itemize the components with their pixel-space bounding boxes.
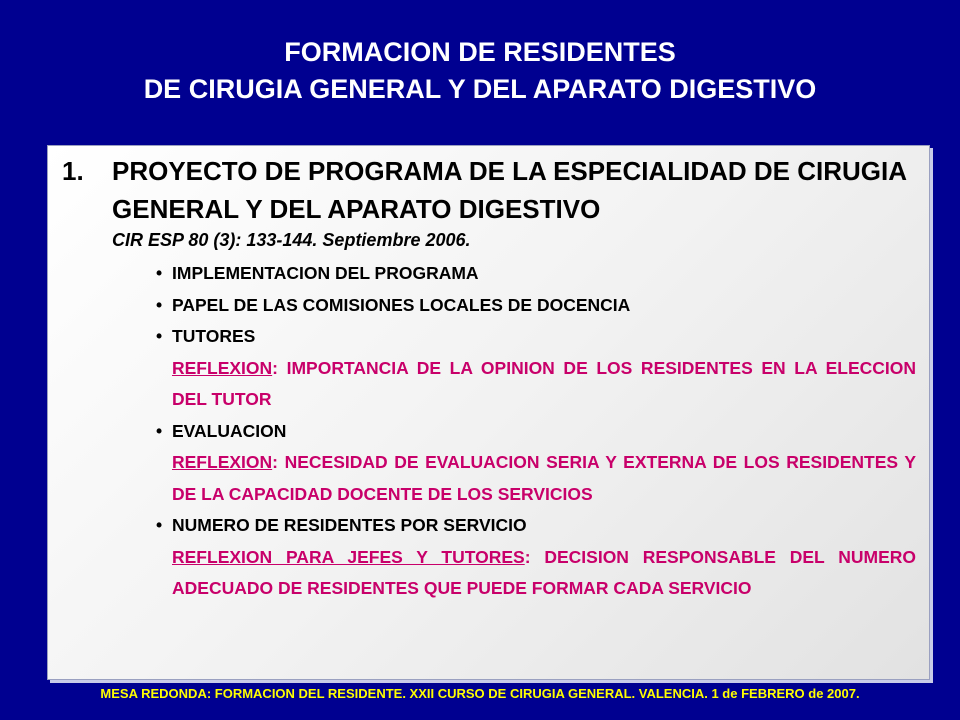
list-item (156, 416, 916, 448)
list-item (156, 258, 916, 290)
reflection-keyword: REFLEXION PARA JEFES Y TUTORES (172, 546, 525, 567)
reflection-keyword: REFLEXION (172, 357, 273, 378)
list-item (156, 290, 916, 322)
slide-title (0, 34, 960, 108)
list-item-label: PAPEL DE LAS COMISIONES LOCALES DE DOCENCIA (172, 294, 631, 315)
section-number: 1. (62, 156, 84, 186)
reflection-note (172, 353, 916, 416)
list-item-label: IMPLEMENTACION DEL PROGRAMA (172, 263, 479, 283)
reflection-keyword: REFLEXION (172, 452, 273, 472)
section-heading (62, 152, 912, 228)
reflection-text: : DECISION RESPONSABLE DEL NUMERO ADECUADO DE RESIDENTES QUE PUEDE FORMAR CADA SERVICIO (172, 546, 916, 598)
citation: CIR ESP 80 (3): 133-144. Septiembre 2006. (112, 230, 471, 250)
list-item-label: EVALUACION (172, 420, 287, 441)
content-box (47, 145, 930, 680)
bullet-icon: • (156, 294, 163, 315)
reflection-note (172, 542, 916, 605)
reflection-note (172, 447, 916, 510)
list-item (156, 510, 916, 542)
bullet-icon: • (156, 263, 163, 283)
slide-title-line-2: DE CIRUGIA GENERAL Y DEL APARATO DIGESTIVO (143, 74, 817, 104)
section-heading-text: PROYECTO DE PROGRAMA DE LA ESPECIALIDAD DE CIRUGIA GENERAL Y DEL APARATO DIGESTIVO (112, 156, 907, 224)
reflection-text: : IMPORTANCIA DE LA OPINION DE LOS RESIDENTES EN LA ELECCION DEL TUTOR (172, 357, 916, 409)
slide-title-line-1: FORMACION DE RESIDENTES (284, 37, 676, 67)
item-list (156, 258, 916, 605)
footer: MESA REDONDA: FORMACION DEL RESIDENTE. XXII CURSO DE CIRUGIA GENERAL. VALENCIA. 1 de FEBRERO de 2007. (100, 686, 860, 701)
list-item-label: NUMERO DE RESIDENTES POR SERVICIO (172, 515, 527, 535)
bullet-icon: • (156, 515, 163, 535)
list-item (156, 321, 916, 353)
bullet-icon: • (156, 326, 163, 346)
bullet-icon: • (156, 420, 163, 441)
list-item-label: TUTORES (172, 326, 256, 346)
reflection-text: : NECESIDAD DE EVALUACION SERIA Y EXTERNA DE LOS RESIDENTES Y DE LA CAPACIDAD DOCENTE DE LOS SERVICIOS (172, 452, 916, 504)
